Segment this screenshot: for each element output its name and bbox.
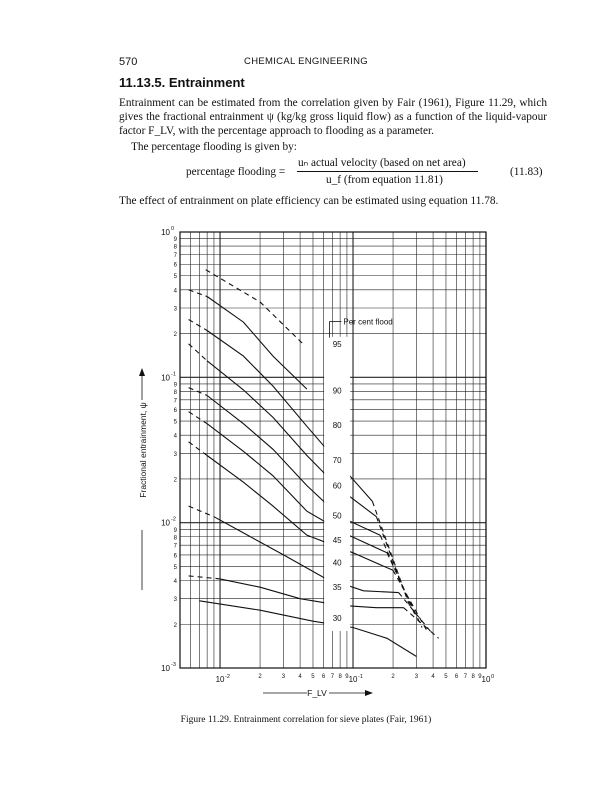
running-header: CHEMICAL ENGINEERING: [244, 56, 368, 67]
x-minor-label: 3: [414, 674, 419, 680]
curve-40-dashed: [189, 506, 214, 517]
y-minor-label: 9: [173, 527, 177, 534]
curve-45-dashed: [393, 570, 427, 631]
intro-paragraph: Entrainment can be estimated from the correlation given by Fair (1961), Figure 11.29, which gives the fractional entrainment ψ (kg/kg gross liquid flow) as a function of the liquid-vapour factor F_LV, with the percentage approach to flooding as a parameter.: [119, 97, 547, 137]
y-axis-title: Fractional entrainment, ψ: [138, 402, 148, 498]
curve-90-solid: [207, 297, 307, 390]
x-minor-label: 8: [471, 674, 475, 680]
y-minor-label: 2: [173, 622, 177, 629]
y-minor-label: 2: [173, 477, 177, 484]
y-tick-exponent: -1: [171, 371, 176, 378]
y-minor-label: 3: [173, 597, 177, 604]
x-minor-label: 7: [463, 674, 468, 680]
y-minor-label: 9: [173, 382, 177, 389]
curve-label-80: 80: [332, 420, 342, 430]
x-axis-arrow-head: [365, 690, 373, 696]
y-tick-exponent: -2: [171, 516, 176, 523]
curve-label-45: 45: [332, 535, 342, 545]
curve-label-40: 40: [332, 558, 342, 568]
curve-60-dashed: [380, 535, 416, 618]
y-minor-label: 6: [173, 408, 177, 415]
curve-60-solid: [207, 396, 380, 536]
effect-paragraph: The effect of entrainment on plate efficiency can be estimated using equation 11.78.: [119, 195, 499, 207]
x-tick-label: 10: [348, 675, 358, 684]
equation-number: (11.83): [510, 166, 543, 178]
y-minor-label: 4: [173, 288, 177, 295]
curve-90-dashed: [189, 290, 208, 297]
curve-label-90: 90: [332, 386, 342, 396]
figure-caption: Figure 11.29. Entrainment correlation for sieve plates (Fair, 1961): [180, 715, 432, 725]
equation-numerator: uₙ actual velocity (based on net area): [298, 157, 466, 169]
curve-label-50: 50: [332, 511, 342, 521]
curve-label-35: 35: [332, 583, 342, 593]
x-tick-exponent: -1: [358, 674, 363, 680]
curve-label-70: 70: [332, 455, 342, 465]
curve-50-solid: [207, 424, 387, 553]
page-number: 570: [119, 56, 138, 68]
percentage-flooding-intro: The percentage flooding is given by:: [131, 141, 297, 153]
x-minor-label: 7: [330, 674, 335, 680]
y-tick-label: 10: [161, 518, 170, 528]
y-minor-label: 4: [173, 433, 177, 440]
curve-80-dashed: [189, 320, 208, 331]
y-tick-label: 10: [161, 373, 170, 383]
y-minor-label: 5: [173, 419, 177, 426]
x-minor-label: 6: [321, 674, 326, 680]
y-minor-label: 3: [173, 306, 177, 313]
y-minor-label: 6: [173, 553, 177, 560]
curve-label-95: 95: [332, 339, 342, 349]
section-heading: 11.13.5. Entrainment: [119, 75, 245, 90]
y-minor-label: 2: [173, 332, 177, 339]
curve-label-60: 60: [332, 481, 342, 491]
y-minor-label: 9: [173, 237, 177, 244]
chart-labels: [324, 318, 393, 631]
y-minor-label: 8: [173, 244, 177, 251]
annotation-percent-flood: Per cent flood: [343, 317, 393, 327]
y-minor-label: 8: [173, 535, 177, 542]
equation-lhs: percentage flooding =: [186, 166, 286, 178]
curve-70-dashed: [189, 344, 208, 361]
y-minor-label: 7: [173, 253, 177, 260]
curve-35-solid: [220, 579, 404, 608]
x-minor-label: 8: [338, 674, 342, 680]
x-minor-label: 2: [258, 674, 262, 680]
x-minor-label: 3: [281, 674, 286, 680]
x-minor-label: 6: [454, 674, 459, 680]
x-minor-label: 5: [444, 674, 448, 680]
curve-50-dashed: [189, 412, 208, 424]
y-tick-label: 10: [161, 228, 170, 237]
y-minor-label: 7: [173, 543, 177, 550]
y-minor-label: 5: [173, 274, 177, 281]
curve-35-dashed: [189, 576, 220, 579]
equation-denominator: u_f (from equation 11.81): [326, 174, 443, 186]
y-minor-label: 5: [173, 564, 177, 571]
curve-30-solid: [199, 601, 416, 657]
x-minor-label: 9: [345, 674, 349, 680]
y-minor-label: 8: [173, 389, 177, 396]
curve-70-dashed: [376, 517, 410, 608]
x-minor-label: 4: [298, 674, 302, 680]
x-tick-exponent: -2: [225, 674, 230, 680]
x-axis-title: F_LV: [307, 688, 327, 698]
y-minor-label: 4: [173, 579, 177, 586]
x-minor-label: 4: [431, 674, 435, 680]
x-tick-label: 10: [481, 675, 491, 684]
y-minor-label: 6: [173, 262, 177, 269]
x-minor-label: 5: [311, 674, 315, 680]
y-minor-label: 7: [173, 398, 177, 405]
y-tick-label: 10: [161, 664, 170, 673]
chart-axes: [138, 226, 494, 698]
x-minor-label: 2: [391, 674, 395, 680]
curve-label-30: 30: [332, 614, 342, 624]
x-tick-exponent: 0: [491, 674, 495, 680]
y-axis-arrow-head: [139, 368, 145, 376]
x-minor-label: 9: [478, 674, 482, 680]
y-minor-label: 3: [173, 451, 177, 458]
x-tick-label: 10: [215, 675, 225, 684]
y-tick-exponent: 0: [171, 226, 175, 232]
y-tick-exponent: -3: [171, 662, 176, 668]
